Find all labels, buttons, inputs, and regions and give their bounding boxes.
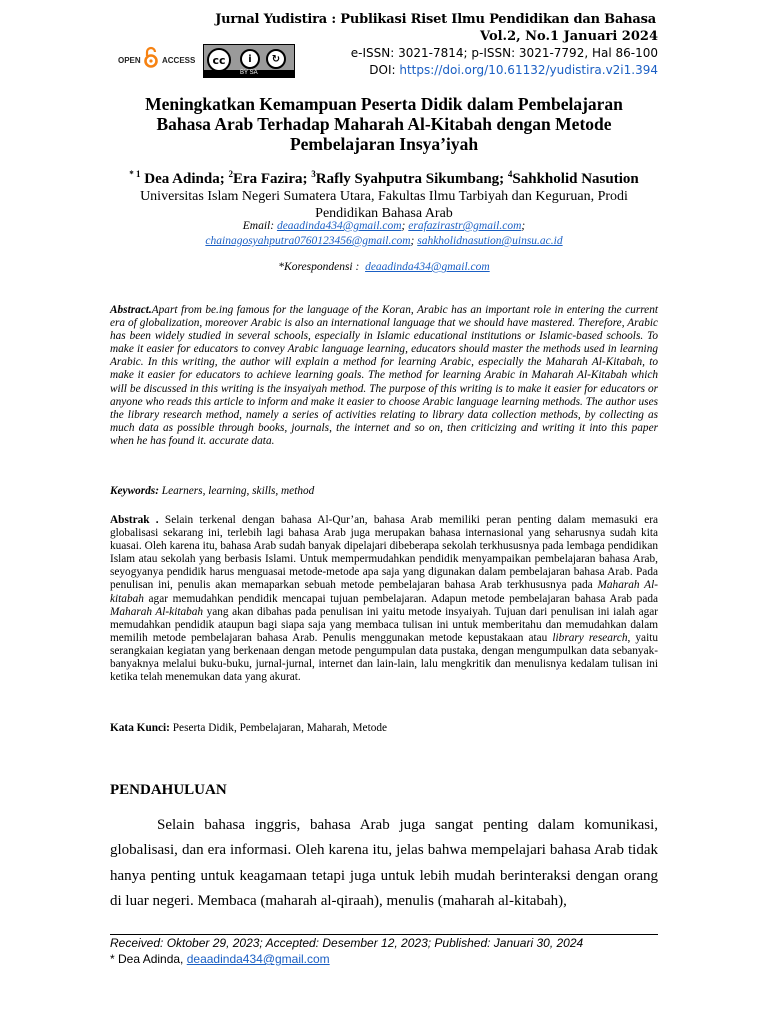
open-access-open-label: OPEN xyxy=(118,56,141,65)
sa-icon: ↻ xyxy=(266,49,286,69)
abstrak-italic-term: Maharah Al-kitabah xyxy=(110,579,658,605)
article-title xyxy=(110,94,658,154)
cc-strip-text: BY SA xyxy=(240,70,258,76)
affiliation xyxy=(110,188,658,222)
cc-icon: cc xyxy=(207,48,231,72)
abstrak-italic-term: library research xyxy=(552,631,628,644)
keywords-text: Learners, learning, skills, method xyxy=(161,485,315,497)
footer-author-email[interactable]: deaadinda434@gmail.com xyxy=(186,952,330,966)
author-emails: Email: deaadinda434@gmail.com; erafazirastr@gmail.com; chainagosyahputra0760123456@gmail.com; sahkholidnasution@uinsu.ac.id xyxy=(205,220,563,247)
doi-label: DOI: xyxy=(369,63,396,77)
title-line: Meningkatkan Kemampuan Peserta Didik dalam Pembelajaran xyxy=(145,94,623,114)
abstrak-label: Abstrak . xyxy=(110,514,159,526)
abstrak-italic-term: Maharah Al-kitabah xyxy=(110,605,204,618)
correspondence-label: *Korespondensi : xyxy=(278,261,360,273)
footer-divider xyxy=(110,934,658,935)
author-name: Era Fazira; xyxy=(232,171,308,187)
correspondence xyxy=(110,261,658,273)
author-marker: * 1 xyxy=(129,169,141,179)
email-link[interactable]: chainagosyahputra0760123456@gmail.com xyxy=(205,235,411,247)
cc-by-sa-badge xyxy=(203,44,295,78)
open-lock-icon xyxy=(144,46,158,68)
journal-issn: e-ISSN: 3021-7814; p-ISSN: 3021-7792, Hal 86-100 xyxy=(350,46,658,60)
correspondence-email[interactable]: deaadinda434@gmail.com xyxy=(365,261,490,273)
abstrak-text: , yaitu serangkaian kegiatan yang berkenaan dengan metode pengumpulan data pustaka, dengan mengumpulkan data sebanyak-banyaknya melalui buku-buku, jurnal-jurnal, internet dan lain-lain, lalu mengkritik dan menulisnya kedalam tulisan ini ketika telah menemukan data yang akurat. xyxy=(110,631,659,684)
keywords-english xyxy=(110,485,658,497)
author-list xyxy=(110,169,658,188)
doi-link[interactable]: https://doi.org/10.61132/yudistira.v2i1.394 xyxy=(399,63,658,77)
author-marker: 3 xyxy=(311,169,316,179)
abstract-indonesian xyxy=(110,514,658,684)
abstrak-text: Selain terkenal dengan bahasa Al-Qur’an, bahasa Arab memiliki peran penting dalam memasuki era globalisasi sekarang ini, terlebih lagi bahasa Arab juga merupakan bahasa internasional yang seharusnya sudah kita kuasai. Oleh karena itu, bahasa Arab sudah banyak dipelajari dibeberapa sekolah terkhususnya pada lembaga pendidikan Islam atau sekolah yang berbasis Islami. Untuk mempermudahkan pendidik menyampaikan pembelajaran bahasa Arab, seyogyanya pendidik harus menguasai metode-metode apa saja yang digunakan dalam pembelajaran bahasa Arab. Pada penulisan ini, penulis akan memaparkan sebuah metode pembelajaran bahasa Arab terkhususnya pada xyxy=(110,514,658,592)
author-marker: 2 xyxy=(228,169,233,179)
journal-doi xyxy=(369,63,658,77)
author-marker: 4 xyxy=(507,169,513,179)
email-link[interactable]: deaadinda434@gmail.com xyxy=(276,220,402,232)
abstract-label: Abstract. xyxy=(110,304,152,316)
journal-title: Jurnal Yudistira : Publikasi Riset Ilmu Pendidikan dan Bahasa xyxy=(215,12,656,27)
email-label: Email: xyxy=(242,220,275,232)
open-access-access-label: ACCESS xyxy=(162,56,196,65)
affiliation-line: Universitas Islam Negeri Sumatera Utara, Fakultas Ilmu Tarbiyah dan Keguruan, Prodi xyxy=(140,189,628,204)
footer-author-name: * Dea Adinda, xyxy=(110,952,184,966)
author-name: Dea Adinda; xyxy=(144,171,225,187)
title-line: Pembelajaran Insya’iyah xyxy=(289,134,479,154)
section-heading: PENDAHULUAN xyxy=(110,782,227,798)
author-name: Sahkholid Nasution xyxy=(512,171,639,187)
keywords-label: Keywords: xyxy=(110,485,159,497)
footer-author xyxy=(110,952,330,966)
kata-kunci-label: Kata Kunci: xyxy=(110,722,170,734)
email-link[interactable]: erafazirastr@gmail.com xyxy=(408,220,522,232)
affiliation-line: Pendidikan Bahasa Arab xyxy=(315,206,453,221)
abstract-text: Apart from be.ing famous for the language of the Koran, Arabic has an important role in entering the current era of globalization, moreover Arabic is also an international language that we should have mastered. Therefore, Arabic has been widely studied in several schools, especially in Islamic educational institutions or Islamic-based schools. To make it easier for educators to convey Arabic language learning, educators should master the methods used in learning Arabic. In this writing, the author will explain a method for learning Arabic, especially the Maharah Al-Kitabah, to make it easier for educators to achieve learning goals. The method for learning Arabic in Maharah Al-Kitabah which will be discussed in this writing is the insyaiyah method. The purpose of this writing is to make it easier for educators or anyone who reads this article to inform and make it easier to choose Arabic language learning methods. The author uses the library research method, namely a series of activities relating to library data collection methods, by collecting as much data as possible through books, journals, the internet and so on, then criticizing and writing it into this paper when he has found it. accurate data. xyxy=(110,304,658,447)
keywords-indonesian xyxy=(110,722,658,734)
abstract-english xyxy=(110,304,658,448)
cc-strip xyxy=(204,70,294,77)
email-link[interactable]: sahkholidnasution@uinsu.ac.id xyxy=(417,235,563,247)
body-paragraph xyxy=(110,813,658,914)
footer-dates: Received: Oktober 29, 2023; Accepted: Desember 12, 2023; Published: Januari 30, 2024 xyxy=(110,936,584,950)
abstrak-text: agar memudahkan pendidik mencapai tujuan pembelajaran. Adapun metode pembelajaran bahasa Arab pada xyxy=(148,592,658,605)
title-line: Bahasa Arab Terhadap Maharah Al-Kitabah dengan Metode xyxy=(156,114,612,134)
abstrak-text: yang akan dibahas pada penulisan ini yaitu metode insyaiyah. Tujuan dari penulisan ini ialah agar memudahkan pendidik ataupun bagi siapa saja yang membaca tulisan ini untuk memberitahu dan memudahkan dalam memilih metode pembelajaran bahasa Arab. Penulis menggunakan metode kepustakaan atau xyxy=(110,605,659,644)
journal-volume: Vol.2, No.1 Januari 2024 xyxy=(480,29,658,44)
open-access-logo xyxy=(118,44,202,78)
kata-kunci-text: Peserta Didik, Pembelajaran, Maharah, Metode xyxy=(172,722,388,734)
author-name: Rafly Syahputra Sikumbang; xyxy=(315,171,505,187)
body-paragraph-text: Selain bahasa inggris, bahasa Arab juga sangat penting dalam komunikasi, globalisasi, dan era informasi. Oleh karena itu, jelas bahwa mempelajari bahasa Arab tidak hanya penting untuk keagamaan tetapi juga untuk lebih mudah berinteraksi dengan orang di luar negeri. Membaca (maharah al-qiraah), menulis (maharah al-kitabah), xyxy=(110,817,658,909)
by-icon: i xyxy=(240,49,260,69)
